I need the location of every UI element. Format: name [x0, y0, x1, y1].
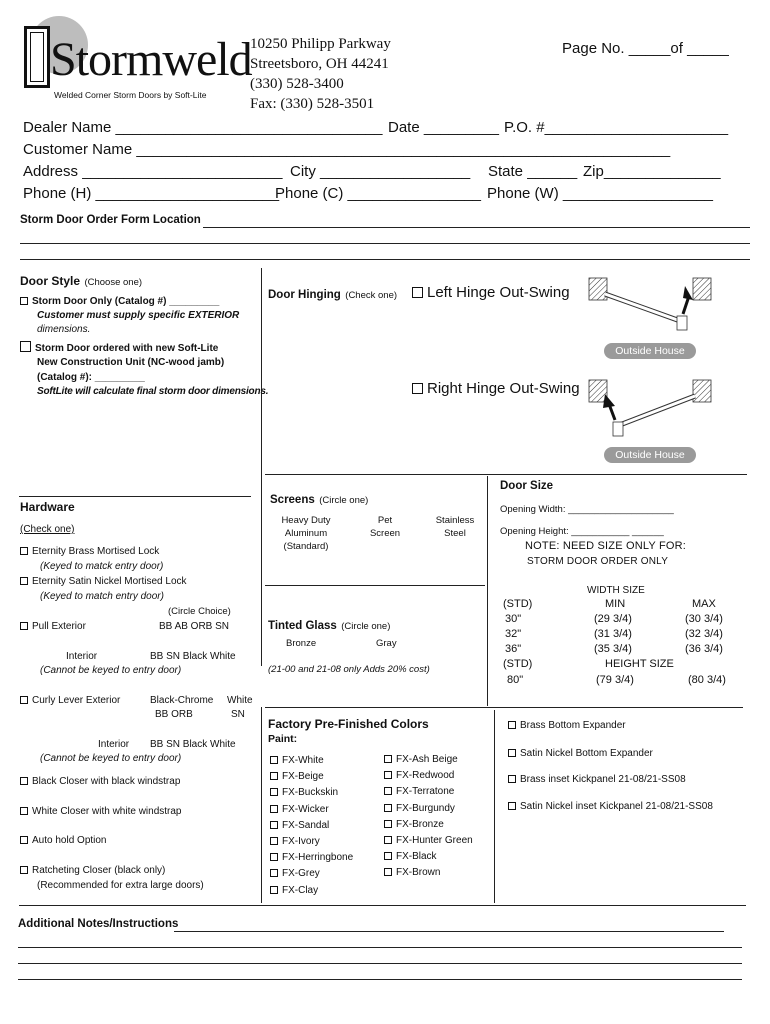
size-row-30-std: 30" — [505, 613, 522, 625]
right-hinge-option[interactable] — [412, 380, 580, 397]
eternity-brass-option[interactable] — [20, 546, 159, 557]
color-label: FX-Ivory — [282, 836, 320, 848]
checkbox[interactable] — [270, 756, 278, 764]
door-hinging-title: Door Hinging — [268, 289, 341, 301]
brass-bottom-expander-option[interactable] — [508, 720, 626, 731]
opening-height-field[interactable]: Opening Height: ___________ ______ — [500, 526, 664, 537]
eternity-satin-label: Eternity Satin Nickel Mortised Lock — [32, 576, 187, 587]
softlite-calc-note: SoftLite will calculate final storm door dimensions. — [37, 386, 269, 397]
auto-hold-option[interactable] — [20, 835, 107, 846]
pull-option[interactable] — [20, 621, 86, 632]
white-closer-option[interactable] — [20, 806, 182, 817]
black-closer-label: Black Closer with black windstrap — [32, 776, 181, 787]
color-option[interactable] — [384, 849, 473, 865]
curly-finish-white[interactable]: White — [227, 695, 253, 706]
storm-door-only-note1: Customer must supply specific EXTERIOR — [37, 310, 240, 321]
pet-line2: Screen — [369, 528, 401, 539]
color-option[interactable] — [270, 818, 353, 834]
checkbox[interactable] — [20, 547, 28, 555]
brass-kickpanel-option[interactable] — [508, 774, 686, 785]
phone-cell-field[interactable]: Phone (C) ________________ — [275, 185, 482, 202]
std-height-header: (STD) — [503, 658, 533, 670]
max-header: MAX — [692, 598, 716, 610]
size-row-80-min: (79 3/4) — [596, 674, 634, 686]
storm-door-only-note2: dimensions. — [37, 324, 91, 335]
checkbox[interactable] — [270, 869, 278, 877]
checkbox[interactable] — [508, 802, 516, 810]
color-option[interactable] — [270, 883, 353, 899]
notes-line-3[interactable] — [18, 963, 742, 964]
zip-field[interactable]: Zip______________ — [583, 163, 721, 180]
curly-lever-label: Curly Lever Exterior — [32, 695, 121, 706]
checkbox[interactable] — [384, 787, 392, 795]
color-option[interactable] — [270, 802, 353, 818]
left-hinge-label: Left Hinge Out-Swing — [427, 284, 570, 301]
color-label: FX-Sandal — [282, 819, 330, 831]
color-label: FX-White — [282, 755, 324, 766]
storm-door-only-option[interactable] — [20, 296, 219, 307]
satin-kickpanel-option[interactable] — [508, 801, 713, 812]
tinted-hint: (Circle one) — [341, 621, 391, 632]
checkbox[interactable] — [508, 749, 516, 757]
customer-name-field[interactable]: Customer Name ________________________________________________________________ — [23, 141, 671, 158]
dealer-name-field[interactable]: Dealer Name ________________________________ — [23, 119, 383, 136]
door-style-hint: (Choose one) — [84, 277, 143, 288]
tint-cost-note: (21-00 and 21-08 only Adds 20% cost) — [268, 664, 430, 675]
with-new-construction-option[interactable] — [20, 341, 218, 354]
checkbox[interactable] — [508, 721, 516, 729]
color-label: FX-Buckskin — [282, 787, 339, 799]
po-field[interactable]: P.O. #______________________ — [504, 119, 729, 136]
satin-bottom-expander-option[interactable] — [508, 748, 653, 759]
pull-exterior-label: Pull Exterior — [32, 621, 86, 632]
height-size-header: HEIGHT SIZE — [605, 658, 674, 670]
checkbox[interactable] — [384, 771, 392, 779]
divider-hardware-top — [19, 496, 251, 497]
color-option[interactable] — [384, 768, 473, 784]
pet-line1: Pet — [377, 515, 393, 526]
pull-interior-finishes[interactable]: BB SN Black White — [150, 651, 236, 662]
color-label: FX-Black — [396, 851, 437, 863]
size-row-36-std: 36" — [505, 643, 522, 655]
ratcheting-closer-option[interactable] — [20, 865, 165, 876]
color-label: FX-Grey — [282, 868, 320, 880]
curly-finish-black-chrome[interactable]: Black-Chrome — [150, 695, 214, 706]
curly-interior-finishes[interactable]: BB SN Black White — [150, 739, 236, 750]
size-row-80-std: 80" — [507, 674, 524, 686]
tinted-title: Tinted Glass — [268, 620, 337, 632]
color-list-right — [384, 752, 473, 882]
color-option[interactable] — [270, 769, 353, 785]
checkbox[interactable] — [270, 821, 278, 829]
checkbox[interactable] — [270, 853, 278, 861]
circle-choice-note: (Circle Choice) — [168, 606, 231, 617]
width-size-header: WIDTH SIZE — [587, 585, 645, 596]
color-label: FX-Beige — [282, 771, 324, 783]
color-list-left — [270, 753, 353, 899]
color-option[interactable] — [270, 834, 353, 850]
right-hinge-diagram — [585, 374, 715, 444]
checkbox[interactable] — [20, 622, 28, 630]
divider-notes-top — [19, 905, 746, 906]
door-hinging-hint: (Check one) — [345, 290, 398, 301]
phone-work-field[interactable]: Phone (W) __________________ — [487, 185, 714, 202]
curly-finish-sn[interactable]: SN — [231, 709, 245, 720]
checkbox[interactable] — [20, 696, 28, 704]
size-row-36-min: (35 3/4) — [594, 643, 632, 655]
left-hinge-option[interactable] — [412, 284, 570, 301]
color-label: FX-Hunter Green — [396, 835, 473, 847]
checkbox[interactable] — [20, 866, 28, 874]
checkbox[interactable] — [20, 577, 28, 585]
checkbox[interactable] — [412, 287, 423, 298]
keyed-note-2: (Keyed to match entry door) — [40, 591, 164, 602]
size-note-2: STORM DOOR ORDER ONLY — [527, 556, 669, 567]
size-row-30-max: (30 3/4) — [685, 613, 723, 625]
white-closer-label: White Closer with white windstrap — [32, 806, 182, 817]
ratcheting-note: (Recommended for extra large doors) — [37, 880, 204, 891]
address-line1: 10250 Philipp Parkway — [250, 36, 391, 52]
heavy-line2: Aluminum — [284, 528, 328, 539]
left-hinge-diagram — [585, 272, 715, 342]
color-option[interactable] — [270, 850, 353, 866]
divider-vertical-right — [487, 476, 488, 706]
divider-vertical-right-low — [494, 710, 495, 903]
location-line-3[interactable] — [20, 259, 750, 260]
pull-exterior-finishes[interactable]: BB AB ORB SN — [159, 621, 230, 632]
checkbox[interactable] — [20, 777, 28, 785]
checkbox[interactable] — [20, 341, 31, 352]
with-new-construction-line3[interactable]: (Catalog #): _________ — [37, 372, 145, 383]
curly-interior-label: Interior — [98, 739, 130, 750]
screen-stainless[interactable] — [430, 514, 480, 540]
divider-vertical-left-low — [261, 707, 262, 903]
checkbox[interactable] — [270, 837, 278, 845]
fax-number: Fax: (330) 528-3501 — [250, 96, 375, 112]
tint-gray[interactable]: Gray — [376, 638, 397, 649]
with-new-construction-line1: Storm Door ordered with new Soft-Lite — [35, 343, 219, 354]
black-closer-option[interactable] — [20, 776, 180, 787]
checkbox[interactable] — [384, 868, 392, 876]
color-option[interactable] — [384, 752, 473, 768]
screen-pet[interactable] — [360, 514, 410, 540]
color-option[interactable] — [384, 784, 473, 800]
phone-home-field[interactable]: Phone (H) ______________________ — [23, 185, 280, 202]
hardware-hint: (Check one) — [20, 524, 75, 535]
color-option[interactable] — [270, 753, 353, 769]
checkbox[interactable] — [20, 836, 28, 844]
eternity-satin-option[interactable] — [20, 576, 187, 587]
with-new-construction-line2: New Construction Unit (NC-wood jamb) — [37, 357, 225, 368]
storm-door-only-label: Storm Door Only (Catalog #) _________ — [32, 296, 220, 307]
brass-kickpanel-label: Brass inset Kickpanel 21-08/21-SS08 — [520, 774, 686, 785]
color-option[interactable] — [270, 785, 353, 801]
color-label: FX-Bronze — [396, 818, 444, 830]
location-line-2[interactable] — [20, 243, 750, 244]
checkbox[interactable] — [384, 836, 392, 844]
color-option[interactable] — [270, 866, 353, 882]
satin-kickpanel-label: Satin Nickel inset Kickpanel 21-08/21-SS08 — [520, 801, 713, 812]
notes-line-1[interactable] — [174, 931, 724, 932]
color-option[interactable] — [384, 865, 473, 881]
min-header: MIN — [605, 598, 626, 610]
curly-finish-bb-orb[interactable]: BB ORB — [155, 709, 193, 720]
checkbox[interactable] — [508, 775, 516, 783]
checkbox[interactable] — [270, 886, 278, 894]
state-field[interactable]: State ______ — [488, 163, 578, 180]
address-field[interactable]: Address ________________________ — [23, 163, 283, 180]
location-label: Storm Door Order Form Location — [20, 214, 201, 226]
divider-screens-bottom — [265, 585, 485, 586]
satin-bottom-expander-label: Satin Nickel Bottom Expander — [520, 748, 653, 759]
checkbox[interactable] — [384, 804, 392, 812]
size-row-30-min: (29 3/4) — [594, 613, 632, 625]
color-label: FX-Burgundy — [396, 802, 455, 814]
color-label: FX-Brown — [396, 867, 441, 879]
door-style-title: Door Style — [20, 274, 81, 288]
stainless-line1: Stainless — [435, 515, 475, 526]
size-row-32-min: (31 3/4) — [594, 628, 632, 640]
outside-house-label-1: Outside House — [604, 343, 696, 359]
std-header: (STD) — [503, 598, 533, 610]
checkbox[interactable] — [384, 820, 392, 828]
checkbox[interactable] — [270, 788, 278, 796]
brass-bottom-expander-label: Brass Bottom Expander — [520, 720, 626, 731]
size-row-80-max: (80 3/4) — [688, 674, 726, 686]
logo-door-icon — [24, 26, 50, 88]
color-label: FX-Terratone — [396, 786, 455, 798]
location-line-1[interactable] — [203, 227, 750, 228]
address-line2: Streetsboro, OH 44241 — [250, 56, 389, 72]
phone-number: (330) 528-3400 — [250, 76, 344, 92]
company-address — [250, 34, 391, 114]
curly-lever-option[interactable] — [20, 695, 120, 706]
heavy-line3: (Standard) — [283, 541, 329, 552]
color-label: FX-Clay — [282, 884, 319, 896]
not-keyed-note-2: (Cannot be keyed to entry door) — [40, 753, 182, 764]
checkbox[interactable] — [412, 383, 423, 394]
ratcheting-closer-label: Ratcheting Closer (black only) — [32, 865, 166, 876]
notes-line-4[interactable] — [18, 979, 742, 980]
size-note-1: NOTE: NEED SIZE ONLY FOR: — [525, 540, 687, 552]
checkbox[interactable] — [20, 297, 28, 305]
hardware-title: Hardware — [20, 500, 75, 514]
keyed-note-1: (Keyed to matck entry door) — [40, 561, 164, 572]
color-option[interactable] — [384, 817, 473, 833]
pull-interior-label: Interior — [66, 651, 98, 662]
color-label: FX-Redwood — [396, 770, 455, 782]
divider-vertical-left — [261, 268, 262, 666]
screens-hint: (Circle one) — [319, 495, 369, 506]
tint-bronze[interactable]: Bronze — [286, 638, 317, 649]
auto-hold-label: Auto hold Option — [32, 835, 107, 846]
opening-width-field[interactable]: Opening Width: ____________________ — [500, 504, 674, 515]
screens-title: Screens — [270, 494, 315, 506]
size-row-32-std: 32" — [505, 628, 522, 640]
checkbox[interactable] — [384, 852, 392, 860]
city-field[interactable]: City __________________ — [290, 163, 471, 180]
divider-colors-top — [265, 707, 743, 708]
checkbox[interactable] — [384, 755, 392, 763]
notes-line-2[interactable] — [18, 947, 742, 948]
checkbox[interactable] — [270, 772, 278, 780]
color-label: FX-Herringbone — [282, 852, 354, 864]
door-size-title: Door Size — [500, 480, 554, 492]
notes-label: Additional Notes/Instructions — [18, 918, 179, 930]
heavy-line1: Heavy Duty — [281, 515, 331, 526]
checkbox[interactable] — [270, 805, 278, 813]
not-keyed-note-1: (Cannot be keyed to entry door) — [40, 665, 182, 676]
page-number[interactable]: Page No. _____of _____ — [562, 40, 729, 57]
color-label: FX-Wicker — [282, 803, 329, 815]
date-field[interactable]: Date _________ — [388, 119, 499, 136]
checkbox[interactable] — [20, 807, 28, 815]
paint-label: Paint: — [268, 733, 298, 745]
outside-house-label-2: Outside House — [604, 447, 696, 463]
divider-hinging-bottom — [265, 474, 747, 475]
color-option[interactable] — [384, 801, 473, 817]
logo-wordmark: Stormweld — [50, 33, 252, 86]
logo-tagline: Welded Corner Storm Doors by Soft-Lite — [54, 90, 207, 100]
size-row-32-max: (32 3/4) — [685, 628, 723, 640]
eternity-brass-label: Eternity Brass Mortised Lock — [32, 546, 160, 557]
stainless-line2: Steel — [444, 528, 466, 539]
size-row-36-max: (36 3/4) — [685, 643, 723, 655]
color-label: FX-Ash Beige — [396, 754, 458, 765]
screen-heavy-duty[interactable] — [270, 514, 342, 553]
color-option[interactable] — [384, 833, 473, 849]
right-hinge-label: Right Hinge Out-Swing — [427, 380, 580, 397]
colors-title: Factory Pre-Finished Colors — [268, 717, 429, 731]
logo — [20, 14, 252, 104]
